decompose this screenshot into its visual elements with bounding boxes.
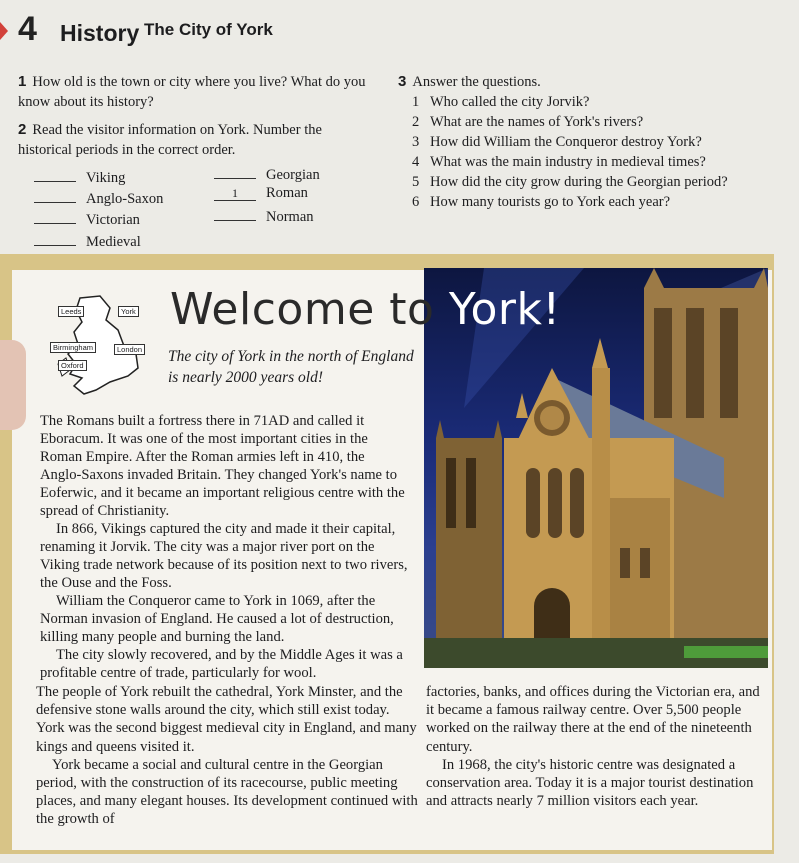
thumb <box>0 340 26 430</box>
answer-blank[interactable]: 1 <box>214 186 256 201</box>
question-item: 4 What was the main industry in medieval times? <box>412 154 706 170</box>
unit-subtitle: The City of York <box>144 20 273 39</box>
paragraph: William the Conqueror came to York in 1069, after the Norman invasion of England. He caused a lot of destruction, killing many people and burning the land. <box>40 593 394 645</box>
map-label: London <box>114 344 145 355</box>
period-item <box>34 209 140 229</box>
answer-blank[interactable] <box>34 167 76 182</box>
period-label: Roman <box>266 185 308 201</box>
paragraph: York became a social and cultural centre in the Georgian period, with the construction of its racecourse, public meeting places, and many elegant houses. Its development continued with the growth of <box>36 756 418 828</box>
answer-blank[interactable] <box>34 209 76 224</box>
period-item <box>34 231 141 251</box>
period-label: Viking <box>86 170 126 186</box>
exercise-3-number: 3 <box>398 73 407 90</box>
answer-blank[interactable] <box>34 188 76 203</box>
period-item <box>214 185 308 202</box>
leaflet-body-top <box>40 412 408 682</box>
question-item: 5 How did the city grow during the Georgian period? <box>412 174 728 190</box>
question-item: 3 How did William the Conqueror destroy York? <box>412 134 702 150</box>
period-item <box>34 188 163 208</box>
map-label: York <box>118 306 139 317</box>
unit-number: 4 <box>18 10 37 48</box>
exercise-2-number: 2 <box>18 121 27 138</box>
exercise-2-text: Read the visitor information on York. Number the historical periods in the correct order. <box>18 122 322 158</box>
play-arrow-icon <box>0 22 8 40</box>
period-label: Medieval <box>86 234 141 250</box>
question-item: 1 Who called the city Jorvik? <box>412 94 590 110</box>
exercise-1 <box>18 72 378 112</box>
question-list <box>412 92 778 212</box>
question-item: 2 What are the names of York's rivers? <box>412 114 644 130</box>
exercise-1-number: 1 <box>18 73 27 90</box>
period-item <box>34 167 125 187</box>
question-item: 6 How many tourists go to York each year? <box>412 194 671 210</box>
paragraph: In 866, Vikings captured the city and made it their capital, renaming it Jorvik. The city was a major river port on the Viking trade network because of its position next to two rivers, the Ouse and the Foss. <box>40 521 408 591</box>
heading-part: Welcome to <box>170 284 449 335</box>
answer-blank[interactable] <box>214 206 256 221</box>
leaflet-heading <box>170 284 561 335</box>
uk-map <box>40 294 152 400</box>
exercise-1-text: How old is the town or city where you live? What do you know about its history? <box>18 74 366 110</box>
unit-title: History <box>60 20 140 46</box>
paragraph: The Romans built a fortress there in 71AD and called it Eboracum. It was one of the most important cities in the Roman Empire. After the Roman armies left in 410, the Anglo-Saxons invaded Britain. They changed York's name to Eoferwic, and it became an important religious centre with the spread of Christianity. <box>40 413 405 519</box>
paragraph: factories, banks, and offices during the Victorian era, and it became a famous railway centre. Over 5,500 people worked on the railway there at the end of the nineteenth century. <box>426 684 760 755</box>
answer-blank[interactable] <box>34 231 76 246</box>
period-label: Victorian <box>86 212 140 228</box>
period-item <box>214 206 314 226</box>
leaflet-body-bottom-right <box>426 683 766 810</box>
exercise-3 <box>398 72 778 212</box>
exercise-2 <box>18 120 348 160</box>
paragraph: The city slowly recovered, and by the Middle Ages it was a profitable centre of trade, particularly for wool. <box>40 647 403 681</box>
period-label: Norman <box>266 209 314 225</box>
period-label: Anglo-Saxon <box>86 191 164 207</box>
paragraph: In 1968, the city's historic centre was designated a conservation area. Today it is a major tourist destination and attracts nearly 7 million visitors each year. <box>426 756 754 810</box>
map-label: Oxford <box>58 360 87 371</box>
period-label: Georgian <box>266 167 320 183</box>
heading-part: York! <box>448 284 561 335</box>
leaflet-tagline: The city of York in the north of England is nearly 2000 years old! <box>168 348 414 386</box>
period-item <box>214 164 320 184</box>
map-label: Leeds <box>58 306 84 317</box>
paragraph: The people of York rebuilt the cathedral, York Minster, and the defensive stone walls around the city, which still exist today. York was the second biggest medieval city in England, and many kings and queens visited it. <box>36 684 417 755</box>
leaflet-body-bottom-left <box>36 683 418 829</box>
map-label: Birmingham <box>50 342 96 353</box>
exercise-3-text: Answer the questions. <box>412 74 541 90</box>
answer-blank[interactable] <box>214 164 256 179</box>
